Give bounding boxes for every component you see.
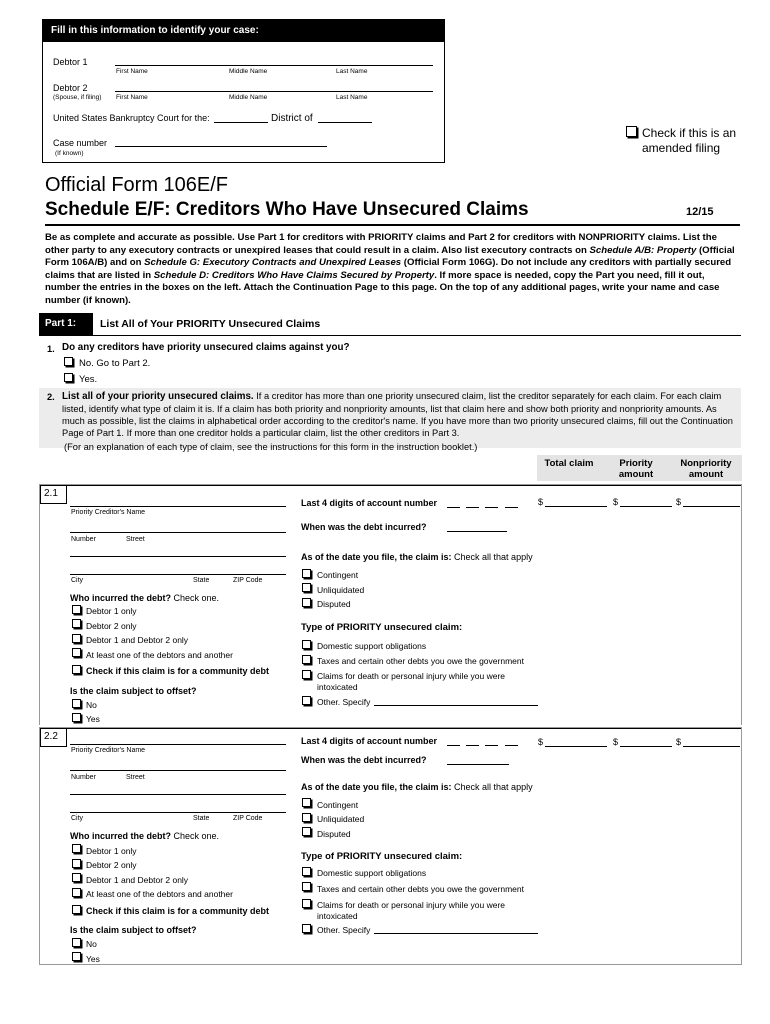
debtor1-only-label: Debtor 1 only [86, 606, 137, 616]
death-injury-checkbox[interactable] [302, 670, 311, 679]
contingent-label: Contingent [317, 570, 359, 580]
other-checkbox[interactable] [302, 924, 311, 933]
as-of-question [301, 782, 533, 792]
claim-number-box: 2.2 [40, 728, 67, 747]
q2-number: 2. [47, 392, 55, 402]
q1-question: Do any creditors have priority unsecured claims against you? [62, 342, 350, 353]
zip-caption: ZIP Code [233, 577, 263, 584]
taxes-label: Taxes and certain other debts you owe the government [317, 656, 524, 666]
other-checkbox[interactable] [302, 696, 311, 705]
contingent-checkbox[interactable] [302, 569, 311, 578]
at-least-one-label: At least one of the debtors and another [86, 650, 233, 660]
instructions [45, 232, 740, 307]
last4-digit-4[interactable] [505, 745, 518, 746]
when-incurred-label: When was the debt incurred? [301, 755, 427, 765]
last4-digit-4[interactable] [505, 507, 518, 508]
case-info-header: Fill in this information to identify your case: [43, 20, 444, 42]
city-field[interactable] [70, 794, 286, 795]
other-specify-field[interactable] [374, 933, 538, 934]
who-incurred-hint: Check one. [171, 593, 220, 603]
amount-column-headers [537, 455, 742, 481]
as-of-hint: Check all that apply [451, 782, 533, 792]
death-injury-label-line2: intoxicated [317, 911, 358, 921]
creditor-name-field[interactable] [70, 744, 286, 745]
community-debt-checkbox[interactable] [72, 665, 81, 674]
debtor1-only-checkbox[interactable] [72, 844, 81, 853]
creditor-name-caption: Priority Creditor's Name [71, 509, 146, 516]
debtor2-label: Debtor 2 [53, 83, 88, 93]
case-number-label: Case number [53, 138, 108, 148]
as-of-question [301, 552, 533, 562]
disputed-label: Disputed [317, 599, 351, 609]
offset-yes-label: Yes [86, 714, 100, 724]
last4-digit-3[interactable] [485, 745, 498, 746]
street-field[interactable] [70, 770, 286, 771]
debtor1-and-2-label: Debtor 1 and Debtor 2 only [86, 875, 189, 885]
debtor1-and-2-label: Debtor 1 and Debtor 2 only [86, 635, 189, 645]
priority-amount-field[interactable] [620, 746, 672, 747]
who-incurred-label: Who incurred the debt? [70, 593, 171, 603]
at-least-one-checkbox[interactable] [72, 888, 81, 897]
community-debt-label: Check if this claim is for a community debt [86, 666, 270, 676]
amended-filing-checkbox[interactable] [626, 126, 637, 137]
q1-no-label: No. Go to Part 2. [79, 358, 151, 369]
form-title: Schedule E/F: Creditors Who Have Unsecured Claims [45, 199, 529, 220]
case-number-note: (If known) [55, 150, 84, 157]
instructions-text-3: (Official Form 106G). Do not include any creditors with partially secured claims that are listed in [45, 257, 732, 281]
domestic-support-checkbox[interactable] [302, 867, 311, 876]
taxes-label: Taxes and certain other debts you owe the government [317, 884, 524, 894]
claim-block [39, 484, 742, 725]
court-state-field[interactable] [214, 122, 268, 123]
city-field[interactable] [70, 556, 286, 557]
unliquidated-checkbox[interactable] [302, 583, 311, 592]
claim-separator [67, 728, 741, 729]
offset-no-label: No [86, 939, 97, 949]
creditor-name-caption: Priority Creditor's Name [71, 747, 146, 754]
offset-no-checkbox[interactable] [72, 699, 81, 708]
part1-tag: Part 1: [39, 313, 93, 336]
debtor1-only-label: Debtor 1 only [86, 846, 137, 856]
debtor2-only-checkbox[interactable] [72, 859, 81, 868]
instructions-text-4: . If more space is needed, copy the Part you need, fill it out, number the entries in the boxes on the left. Attach the Continuation Page to this page. On the top of any additional pages, write your name and case number (if known). [45, 269, 720, 306]
q1-yes-label: Yes. [79, 374, 98, 385]
zip-caption: ZIP Code [233, 815, 263, 822]
as-of-hint: Check all that apply [451, 552, 533, 562]
claim-separator [67, 485, 741, 486]
debtor2-only-label: Debtor 2 only [86, 860, 137, 870]
debtor1-label: Debtor 1 [53, 57, 88, 67]
street-caption: Street [126, 536, 145, 543]
unliquidated-checkbox[interactable] [302, 813, 311, 822]
city-state-zip-field[interactable] [70, 574, 286, 575]
death-injury-label-line2: intoxicated [317, 682, 358, 692]
amended-line1: Check if this is an [642, 126, 737, 140]
nonpriority-header-line1: Nonpriority [680, 458, 732, 469]
other-specify-field[interactable] [374, 705, 538, 706]
who-incurred-label: Who incurred the debt? [70, 831, 171, 841]
part1-title: List All of Your PRIORITY Unsecured Claims [100, 318, 321, 330]
taxes-checkbox[interactable] [302, 882, 311, 891]
amended-line2: amended filing [642, 141, 721, 155]
debtor2-name-field[interactable] [115, 91, 433, 92]
state-caption: State [193, 815, 210, 822]
last4-label: Last 4 digits of account number [301, 736, 438, 746]
who-incurred-question [70, 593, 219, 603]
community-debt-checkbox[interactable] [72, 905, 81, 914]
disputed-checkbox[interactable] [302, 827, 311, 836]
title-rule [45, 224, 740, 226]
contingent-checkbox[interactable] [302, 798, 311, 807]
form-version: 12/15 [686, 206, 714, 218]
nonpriority-dollar-sign: $ [676, 737, 682, 747]
priority-type-title: Type of PRIORITY unsecured claim: [301, 622, 463, 633]
debtor1-only-checkbox[interactable] [72, 605, 81, 614]
debtor2-middle-name-caption: Middle Name [229, 94, 268, 101]
priority-dollar-sign: $ [613, 737, 619, 747]
instructions-ref-schedule-d: Schedule D: Creditors Who Have Claims Secured by Property [153, 269, 435, 281]
at-least-one-label: At least one of the debtors and another [86, 889, 233, 899]
last4-digit-1[interactable] [447, 507, 460, 508]
disputed-checkbox[interactable] [302, 598, 311, 607]
debtor1-and-2-checkbox[interactable] [72, 873, 81, 882]
other-label: Other. Specify [317, 925, 371, 935]
death-injury-checkbox[interactable] [302, 899, 311, 908]
total-claim-header: Total claim [544, 458, 594, 469]
instructions-ref-schedule-ab: Schedule A/B: Property [589, 244, 697, 256]
other-label: Other. Specify [317, 697, 371, 707]
priority-header-line2: amount [618, 469, 654, 480]
instructions-text-2: (Official Form 106A/B) and on [45, 244, 735, 268]
debtor2-only-label: Debtor 2 only [86, 621, 137, 631]
q1-yes-checkbox[interactable] [64, 373, 73, 382]
district-field[interactable] [318, 122, 372, 123]
street-field[interactable] [70, 532, 286, 533]
offset-question: Is the claim subject to offset? [70, 925, 197, 935]
offset-yes-label: Yes [86, 954, 100, 964]
form-number: Official Form 106E/F [45, 174, 229, 196]
debtor1-last-name-caption: Last Name [336, 68, 368, 75]
street-caption: Street [126, 774, 145, 781]
instructions-ref-schedule-g: Schedule G: Executory Contracts and Unexpired Leases [144, 257, 402, 268]
district-label: District of [271, 113, 313, 124]
total-claim-field[interactable] [545, 746, 607, 747]
nonpriority-header-line2: amount [688, 469, 724, 480]
case-number-field[interactable] [115, 146, 327, 147]
debtor1-name-field[interactable] [115, 65, 433, 66]
q2-heading: List all of your priority unsecured claims. [62, 391, 254, 402]
last4-label: Last 4 digits of account number [301, 498, 438, 508]
number-caption: Number [71, 774, 96, 781]
q1-no-checkbox[interactable] [64, 357, 73, 366]
q1-number: 1. [47, 344, 55, 354]
debtor2-spouse-note: (Spouse, if filing) [53, 94, 102, 101]
debtor2-only-checkbox[interactable] [72, 619, 81, 628]
priority-header-line1: Priority [619, 458, 653, 469]
case-info-box [42, 19, 445, 163]
as-of-label: As of the date you file, the claim is: [301, 552, 452, 562]
offset-yes-checkbox[interactable] [72, 713, 81, 722]
priority-type-title: Type of PRIORITY unsecured claim: [301, 851, 463, 862]
last4-digit-3[interactable] [485, 507, 498, 508]
community-debt-label: Check if this claim is for a community debt [86, 906, 270, 916]
nonpriority-dollar-sign: $ [676, 497, 682, 507]
offset-yes-checkbox[interactable] [72, 952, 81, 961]
death-injury-label-line1: Claims for death or personal injury while you were [317, 900, 506, 910]
when-incurred-field[interactable] [447, 531, 507, 532]
offset-no-label: No [86, 700, 97, 710]
total-claim-field[interactable] [545, 506, 607, 507]
at-least-one-checkbox[interactable] [72, 648, 81, 657]
city-caption: City [71, 815, 84, 822]
part1-header [39, 313, 741, 336]
death-injury-label-line1: Claims for death or personal injury while you were [317, 671, 506, 681]
who-incurred-hint: Check one. [171, 831, 220, 841]
nonpriority-amount-field[interactable] [683, 746, 740, 747]
taxes-checkbox[interactable] [302, 655, 311, 664]
unliquidated-label: Unliquidated [317, 814, 365, 824]
total-dollar-sign: $ [538, 737, 544, 747]
nonpriority-amount-field[interactable] [683, 506, 740, 507]
last4-digit-2[interactable] [466, 745, 479, 746]
court-label: United States Bankruptcy Court for the: [53, 113, 210, 123]
debtor2-last-name-caption: Last Name [336, 94, 368, 101]
debtor2-first-name-caption: First Name [116, 94, 148, 101]
disputed-label: Disputed [317, 829, 351, 839]
city-caption: City [71, 577, 84, 584]
last4-digit-2[interactable] [466, 507, 479, 508]
when-incurred-field[interactable] [447, 764, 509, 765]
domestic-support-checkbox[interactable] [302, 640, 311, 649]
offset-question: Is the claim subject to offset? [70, 686, 197, 696]
city-state-zip-field[interactable] [70, 812, 286, 813]
as-of-label: As of the date you file, the claim is: [301, 782, 452, 792]
claim-number-box: 2.1 [40, 485, 67, 504]
who-incurred-question [70, 831, 219, 841]
nonpriority-amount-header [673, 458, 739, 480]
q2-body: If a creditor has more than one priority unsecured claim, list the creditor separately for each claim. For each claim listed, identify what type of claim it is. If a claim has both priority and nonpriority amounts, list that claim here and show both priority and nonpriority amounts. As much as possible, list the claims in alphabetical order according to the creditor's name. If you have more than two priority unsecured claims, fill out the Continuation Page of Part 1. If more than one creditor holds a particular claim, list the other creditors in Part 3. [62, 391, 733, 438]
debtor1-middle-name-caption: Middle Name [229, 68, 268, 75]
q2-text [62, 390, 738, 439]
state-caption: State [193, 577, 210, 584]
instructions-text-1: Be as complete and accurate as possible. Use Part 1 for creditors with PRIORITY claims and Part 2 for creditors with NONPRIORITY claims. List the other party to any executory contracts or unexpired leases that could result in a claim. Also list executory contracts on [45, 232, 717, 256]
priority-dollar-sign: $ [613, 497, 619, 507]
q2-note: (For an explanation of each type of claim, see the instructions for this form in the instruction booklet.) [64, 442, 478, 452]
when-incurred-label: When was the debt incurred? [301, 522, 427, 532]
last4-digit-1[interactable] [447, 745, 460, 746]
total-dollar-sign: $ [538, 497, 544, 507]
creditor-name-field[interactable] [70, 506, 286, 507]
domestic-support-label: Domestic support obligations [317, 868, 427, 878]
debtor1-and-2-checkbox[interactable] [72, 634, 81, 643]
debtor1-first-name-caption: First Name [116, 68, 148, 75]
domestic-support-label: Domestic support obligations [317, 641, 427, 651]
priority-amount-header [605, 458, 667, 480]
unliquidated-label: Unliquidated [317, 585, 365, 595]
claim-block [39, 727, 742, 965]
number-caption: Number [71, 536, 96, 543]
contingent-label: Contingent [317, 800, 359, 810]
priority-amount-field[interactable] [620, 506, 672, 507]
offset-no-checkbox[interactable] [72, 938, 81, 947]
